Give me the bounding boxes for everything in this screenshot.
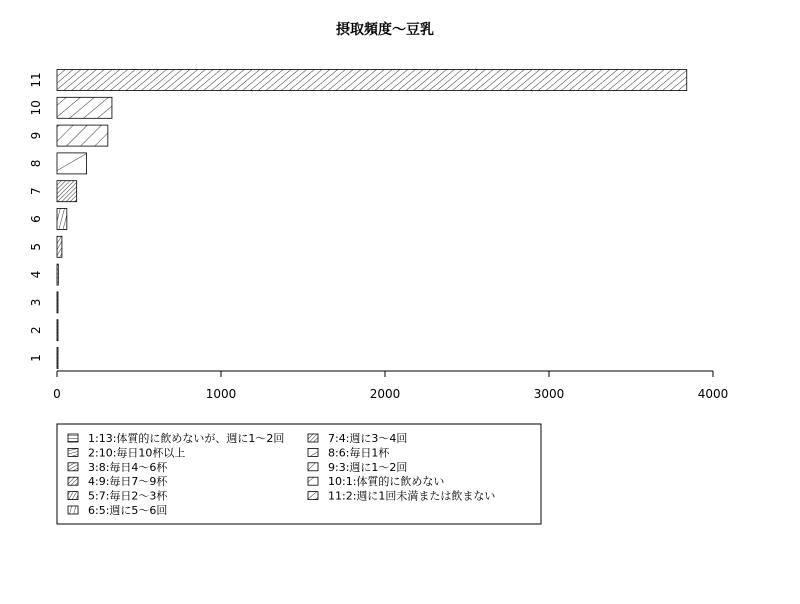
y-tick-label: 9 <box>29 131 43 140</box>
legend-swatch-10 <box>308 477 318 485</box>
y-tick-label: 10 <box>29 100 43 116</box>
bar-8 <box>57 153 87 174</box>
y-tick-label: 7 <box>29 187 43 196</box>
y-tick-label: 5 <box>29 242 43 251</box>
legend-swatch-2 <box>68 448 78 456</box>
y-tick-label: 6 <box>29 215 43 223</box>
x-tick-label: 0 <box>53 387 61 401</box>
y-tick-label: 2 <box>29 326 43 335</box>
legend-label-11: 11:2:週に1回未満または飲まない <box>328 489 496 503</box>
x-tick-label: 1000 <box>205 387 237 401</box>
legend <box>57 424 541 524</box>
bar-11 <box>57 70 687 91</box>
legend-label-5: 5:7:毎日2〜3杯 <box>88 489 168 503</box>
chart-title: 摂取頻度〜豆乳 <box>336 22 434 38</box>
y-tick-label: 11 <box>29 72 43 88</box>
bar-1 <box>57 348 58 369</box>
legend-swatch-6 <box>68 506 78 514</box>
bar-6 <box>57 209 67 230</box>
y-tick-label: 4 <box>29 270 43 279</box>
legend-label-2: 2:10:毎日10杯以上 <box>88 446 186 460</box>
y-tick-label: 1 <box>29 354 43 362</box>
x-tick-label: 2000 <box>369 387 401 401</box>
bar-4 <box>57 264 58 285</box>
bar-7 <box>57 181 77 202</box>
bar-3 <box>57 292 58 313</box>
legend-label-4: 4:9:毎日7〜9杯 <box>88 475 168 489</box>
y-tick-label: 8 <box>29 159 43 168</box>
legend-swatch-1 <box>68 434 78 442</box>
legend-swatch-9 <box>308 463 318 471</box>
bar-5 <box>57 236 62 257</box>
legend-swatch-8 <box>308 448 318 456</box>
axis-layer <box>29 72 728 401</box>
legend-swatch-11 <box>308 492 318 500</box>
legend-label-7: 7:4:週に3〜4回 <box>328 432 408 445</box>
legend-label-6: 6:5:週に5〜6回 <box>88 504 168 517</box>
legend-swatch-7 <box>308 434 318 442</box>
legend-label-9: 9:3:週に1〜2回 <box>328 460 408 474</box>
bar-9 <box>57 125 108 146</box>
legend-swatch-5 <box>68 492 78 500</box>
legend-label-3: 3:8:毎日4〜6杯 <box>88 460 168 474</box>
legend-swatch-4 <box>68 477 78 485</box>
bar-10 <box>57 97 112 118</box>
legend-label-10: 10:1:体質的に飲めない <box>328 475 445 489</box>
bars-layer <box>57 70 687 369</box>
y-tick-label: 3 <box>29 298 43 307</box>
legend-label-8: 8:6:毎日1杯 <box>328 446 390 460</box>
legend-label-1: 1:13:体質的に飲めないが、週に1〜2回 <box>88 432 285 445</box>
x-tick-label: 4000 <box>697 387 729 401</box>
x-tick-label: 3000 <box>533 387 565 401</box>
bar-2 <box>57 320 58 341</box>
legend-swatch-3 <box>68 463 78 471</box>
